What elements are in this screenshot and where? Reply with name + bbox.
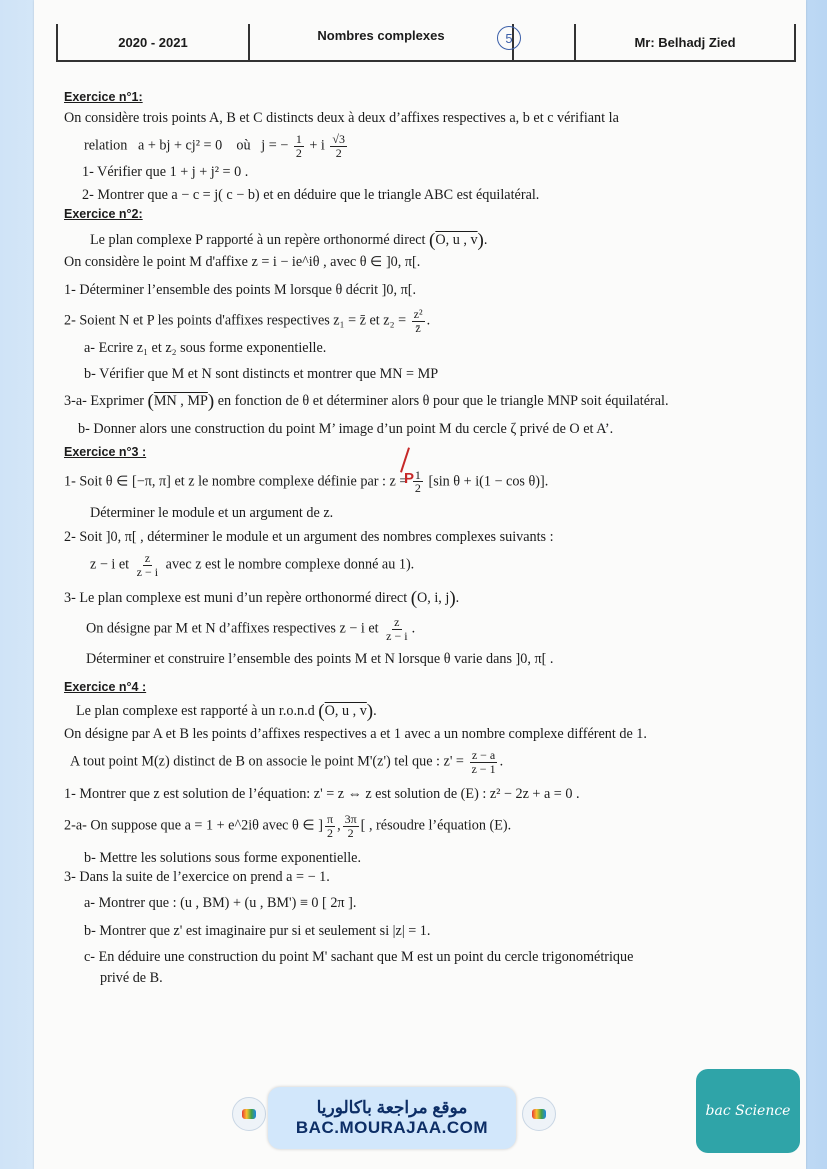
ex4-question-2a: 2-a- On suppose que a = 1 + e^2iθ avec θ ∈ ] $\frac{\pi}{2}$ , $\frac{3\pi}{2}$ [ , résoudre l’équation (E).: [64, 812, 512, 840]
fraction: $\frac{z}{z - i}$: [386, 615, 408, 643]
exercise-3-title: Exercice n°3 :: [64, 445, 147, 460]
ex4-question-1: 1- Montrer que z est solution de l’équation: z' = z ⇔ z est solution de (E) : z² − 2z + a = 0 .: [64, 785, 580, 802]
ex2-question-2b: b- Vérifier que M et N sont distincts et montrer que MN = MP: [84, 365, 439, 382]
ex3-question-3: 3- Le plan complexe est muni d’un repère orthonormé direct (O, i, j).: [64, 587, 460, 609]
site-banner[interactable]: [268, 1087, 516, 1149]
fraction: $\frac{\text{z²}}{z̄}$: [413, 306, 423, 335]
ex1-statement: On considère trois points A, B et C distincts deux à deux d’affixes respectives a, b et c vérifiant la: [64, 109, 619, 126]
ex2-question-2a: a- Ecrire z₁ et z₂ sous forme exponentielle.: [84, 340, 327, 357]
ex4-question-3a: a- Montrer que : (u , BM) + (u , BM') ≡ 0 [ 2π ].: [84, 895, 357, 912]
school-year: 2020 - 2021: [58, 24, 250, 60]
ex1-relation: relation a + bj + cj² = 0 où j = − $\frac{1}{2}$ + i $\frac{√3}{2}$: [84, 132, 345, 160]
header-table: [56, 24, 796, 62]
ex3-question-2: 2- Soit ]0, π[ , déterminer le module et un argument des nombres complexes suivants :: [64, 528, 554, 545]
ex3-question-3-points: On désigne par M et N d’affixes respectives z − i et $\frac{z}{z - i}$ .: [86, 615, 416, 643]
logo-icon: [522, 1097, 556, 1131]
header-blank-cell: [514, 24, 576, 60]
fraction: $\frac{1}{2}$: [414, 467, 421, 496]
worksheet-title: Nombres complexes: [250, 24, 514, 60]
ex4-question-2b: b- Mettre les solutions sous forme exponentielle.: [84, 849, 361, 866]
ex1-question-1: 1- Vérifier que 1 + j + j² = 0 .: [82, 163, 249, 180]
exercise-content: [64, 90, 794, 988]
ex1-question-2: 2- Montrer que a − c = j( c − b) et en déduire que le triangle ABC est équilatéral.: [82, 187, 540, 204]
ex3-question-3-locus: Déterminer et construire l’ensemble des points M et N lorsque θ varie dans ]0, π[ .: [86, 650, 554, 667]
fraction: $\frac{z - a}{z - 1}$: [471, 748, 496, 777]
ex2-question-1: 1- Déterminer l’ensemble des points M lorsque θ décrit ]0, π[.: [64, 282, 416, 299]
ex3-question-1-text: Déterminer le module et un argument de z.: [90, 504, 334, 521]
exercise-1-title: Exercice n°1:: [64, 90, 143, 104]
ex4-plane: Le plan complexe est rapporté à un r.o.n.d (O, u , v).: [76, 700, 377, 722]
fraction: $\frac{√3}{2}$: [332, 132, 345, 160]
circled-number: 5: [497, 26, 521, 50]
fraction: $\frac{1}{2}$: [295, 132, 302, 160]
fraction: $\frac{3\pi}{2}$: [344, 812, 357, 840]
ex2-question-2: 2- Soient N et P les points d'affixes respectives z₁ = z̄ et z₂ = $\frac{\text{z²}}{z̄}$ .: [64, 306, 431, 335]
bac-science-badge: bac Science: [696, 1069, 800, 1153]
teacher-name: Mr: Belhadj Zied: [634, 34, 736, 50]
ex4-points-a-b: On désigne par A et B les points d’affixes respectives a et 1 avec a un nombre complexe différent de 1.: [64, 725, 647, 742]
site-name-arabic: موقع مراجعة باكالوريا: [316, 1098, 468, 1117]
exercise-2-title: Exercice n°2:: [64, 207, 143, 222]
ex3-question-2-numbers: z − i et $\frac{z}{z - i}$ avec z est le nombre complexe donné au 1).: [90, 551, 415, 580]
fraction: $\frac{\pi}{2}$: [327, 812, 334, 840]
ex4-question-3c: c- En déduire une construction du point M' sachant que M est un point du cercle trigonométrique: [84, 948, 634, 965]
exercise-4-title: Exercice n°4 :: [64, 680, 147, 695]
red-annotation: P: [404, 470, 415, 487]
fraction: $\frac{z}{z - i}$: [136, 551, 159, 580]
ex4-question-3: 3- Dans la suite de l’exercice on prend a = − 1.: [64, 869, 330, 886]
ex2-question-3b: b- Donner alors une construction du point M’ image d’un point M du cercle ζ privé de O et A’.: [78, 421, 614, 438]
site-url-link[interactable]: BAC.MOURAJAA.COM: [295, 1118, 489, 1137]
ex4-transformation: A tout point M(z) distinct de B on associe le point M'(z') tel que : z' = $\frac{z - a}{z - 1}$ .: [70, 748, 504, 777]
ex2-point-m: On considère le point M d'affixe z = i − ie^iθ , avec θ ∈ ]0, π[.: [64, 254, 421, 271]
ex4-question-3b: b- Montrer que z' est imaginaire pur si et seulement si |z| = 1.: [84, 922, 431, 939]
ex2-question-3a: 3-a- Exprimer (MN , MP) en fonction de θ et déterminer alors θ pour que le triangle MNP soit équilatéral.: [64, 390, 669, 412]
worksheet-page: [34, 0, 806, 1169]
ex3-question-1: 1- Soit θ ∈ [−π, π] et z le nombre complexe définie par : z = $\frac{1}{2}$ [sin θ + i(1 − cos θ)].: [64, 467, 549, 496]
ex2-plane: Le plan complexe P rapporté à un repère orthonormé direct (O, u , v).: [90, 229, 488, 251]
logo-icon: [232, 1097, 266, 1131]
ex4-question-3c-end: privé de B.: [100, 970, 163, 987]
